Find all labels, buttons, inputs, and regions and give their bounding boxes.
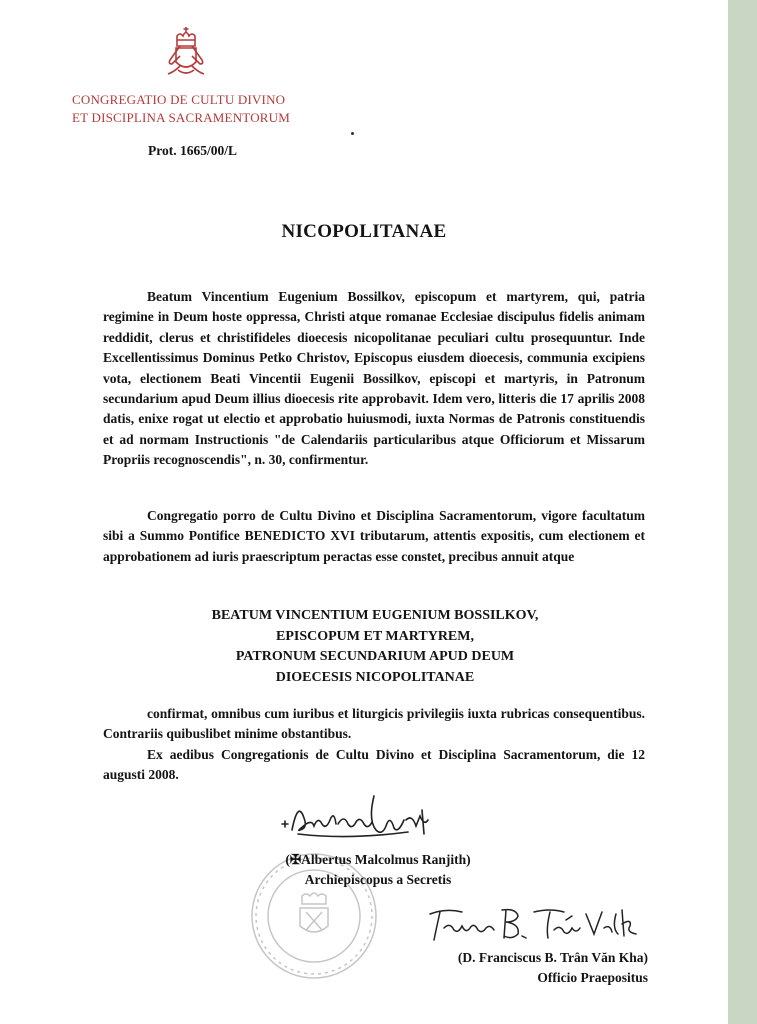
speck (351, 132, 354, 135)
decree-line-2: EPISCOPUM ET MARTYREM, (276, 628, 474, 644)
body-paragraph-1: Beatum Vincentium Eugenium Bossilkov, episcopum et martyrem, qui, patria regimine in Deum hoste oppressa, Christi atque romanae Ecclesiae discipulus fidelis animam reddidit, clerus et christifideles dioecesis nicopolitanae peculiari cultu prosequuntur. Inde Excellentissimus Dominus Petko Christov, Episcopus eiusdem dioecesis, communia excipiens vota, electionem Beati Vincentii Eugenii Bossilkov, episcopi et martyris, in Patronum secundarium apud Deum illius dioecesis rite approbavit. Idem vero, litteris die 17 aprilis 2008 datis, enixe rogat ut electio et approbatio huiusmodi, iuxta Normas de Patronis constituendis et ad normam Instructionis "de Calendariis particularibus atque Officiorum et Missarum Propriis recognoscendis", n. 30, confirmentur. (103, 289, 645, 468)
signatory-2-title: Officio Praepositus (537, 970, 648, 985)
signatory-2-name: (D. Franciscus B. Trân Văn Kha) (457, 950, 648, 965)
decree-line-3: PATRONUM SECUNDARIUM APUD DEUM (235, 649, 515, 665)
signatory-1-title: Archiepiscopus a Secretis (304, 872, 452, 887)
body-paragraph-2: Congregatio porro de Cultu Divino et Disciplina Sacramentorum, vigore facultatum sibi a Summo Pontifice BENEDICTO XVI tributarum, attentis expositis, cum electionem et approbationem ad iuris praescriptum peractas esse constet, precibus annuit atque (103, 508, 645, 564)
signatory-1-name: (✠Albertus Malcolmus Ranjith) (285, 852, 471, 867)
scan-background-strip (728, 0, 757, 1024)
congregation-line-2: ET DISCIPLINA SACRAMENTORUM (72, 110, 291, 125)
decree-block (0, 606, 750, 688)
handwritten-signature-icon (278, 790, 438, 848)
body-paragraph-4: Ex aedibus Congregationis de Cultu Divino et Disciplina Sacramentorum, die 12 augusti 2008. (103, 747, 645, 783)
congregation-line-1: CONGREGATIO DE CULTU DIVINO (72, 92, 286, 107)
papal-coat-of-arms-icon (160, 26, 212, 80)
protocol-number: Prot. 1665/00/L (148, 143, 237, 158)
decree-line-4: DIOECESIS NICOPOLITANAE (275, 669, 475, 685)
signatory-2 (404, 948, 648, 988)
signatory-1 (268, 850, 488, 890)
handwritten-signature-icon (426, 900, 646, 948)
decree-line-1: BEATUM VINCENTIUM EUGENIUM BOSSILKOV, (211, 608, 539, 623)
body-paragraph-3: confirmat, omnibus cum iuribus et liturgicis privilegiis iuxta rubricas consequentibus. Contrariis quibuslibet minime obstantibus. (103, 706, 645, 742)
congregation-name (72, 91, 312, 127)
document-title: NICOPOLITANAE (281, 221, 447, 242)
